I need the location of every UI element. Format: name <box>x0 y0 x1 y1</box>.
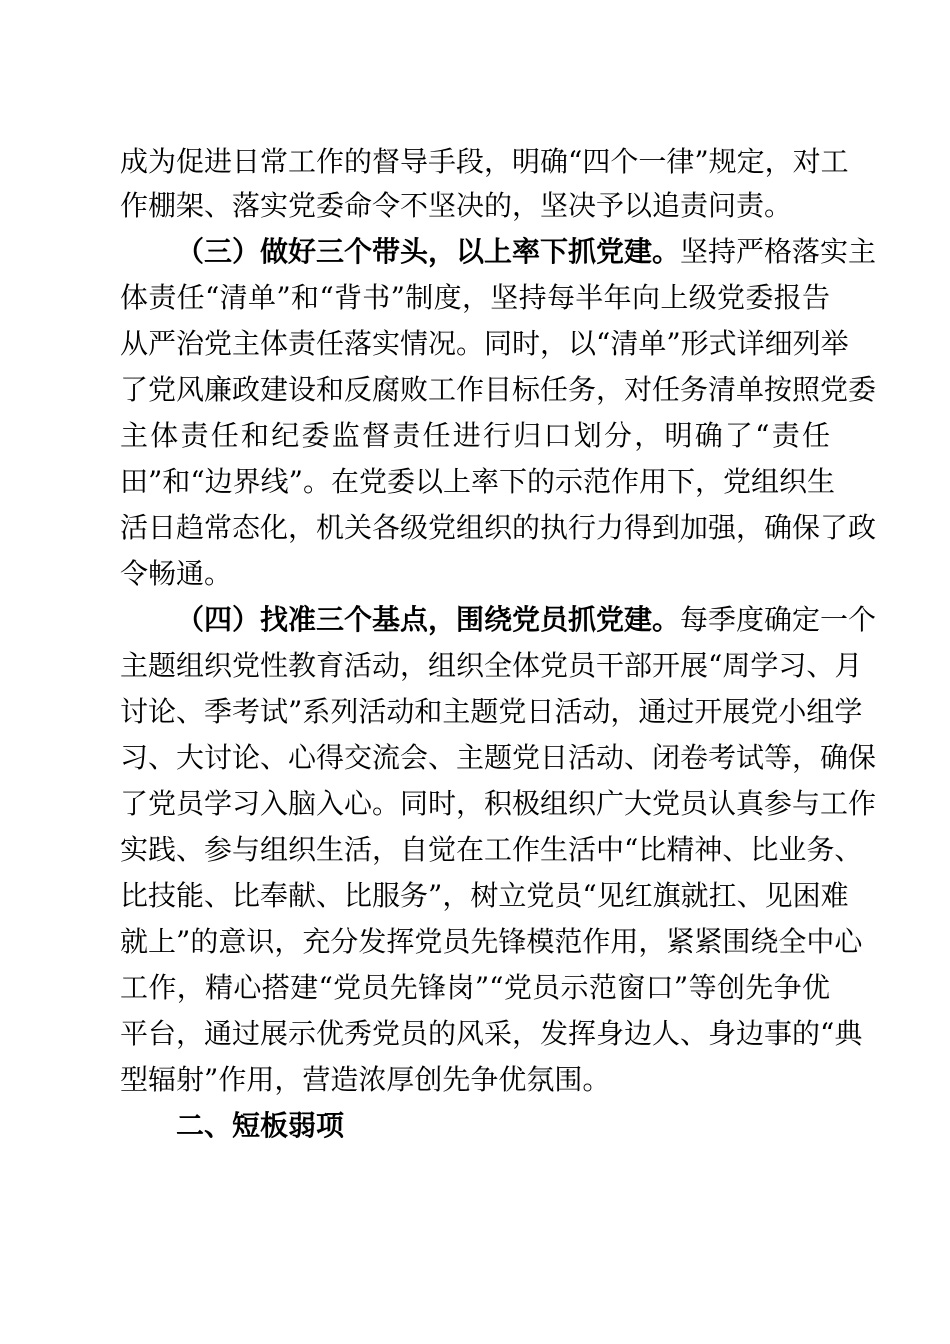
paragraph-lead-heading: （四）找准三个基点，围绕党员抓党建。 <box>176 603 681 636</box>
text-line: 作棚架、落实党委命令不坚决的，坚决予以追责问责。 <box>120 189 793 222</box>
text-line: 成为促进日常工作的督导手段，明确“四个一律”规定，对工 <box>120 145 849 178</box>
text-line: 令畅通。 <box>120 557 233 590</box>
text-run: 每季度确定一个 <box>680 603 877 636</box>
text-line: 比技能、比奉献、比服务”，树立党员“见红旗就扛、见困难 <box>120 879 849 912</box>
text-line: 主体责任和纪委监督责任进行归口划分，明确了“责任 <box>120 419 830 452</box>
text-line: 讨论、季考试”系列活动和主题党日活动，通过开展党小组学 <box>120 695 863 728</box>
text-line: 型辐射”作用，营造浓厚创先争优氛围。 <box>120 1063 611 1096</box>
text-line: 习、大讨论、心得交流会、主题党日活动、闭卷考试等，确保 <box>120 741 877 774</box>
text-line: 实践、参与组织生活，自觉在工作生活中“比精神、比业务、 <box>120 833 863 866</box>
paragraph-first-line <box>176 230 877 274</box>
text-line: 体责任“清单”和“背书”制度，坚持每半年向上级党委报告 <box>120 281 830 314</box>
paragraph-first-line <box>176 598 877 642</box>
text-line: 平台，通过展示优秀党员的风采，发挥身边人、身边事的“典 <box>120 1017 863 1050</box>
text-line: 主题组织党性教育活动，组织全体党员干部开展“周学习、月 <box>120 649 863 682</box>
text-run: 坚持严格落实主 <box>680 235 877 268</box>
paragraph-lead-heading: （三）做好三个带头，以上率下抓党建。 <box>176 235 681 268</box>
text-line: 了党风廉政建设和反腐败工作目标任务，对任务清单按照党委 <box>120 373 877 406</box>
text-line: 田”和“边界线”。在党委以上率下的示范作用下，党组织生 <box>120 465 835 498</box>
text-line: 从严治党主体责任落实情况。同时，以“清单”形式详细列举 <box>120 327 849 360</box>
text-line: 就上”的意识，充分发挥党员先锋模范作用，紧紧围绕全中心 <box>120 925 863 958</box>
section-heading: 二、短板弱项 <box>176 1109 345 1142</box>
text-line: 了党员学习入脑入心。同时，积极组织广大党员认真参与工作 <box>120 787 877 820</box>
text-line: 活日趋常态化，机关各级党组织的执行力得到加强，确保了政 <box>120 511 877 544</box>
text-line: 工作，精心搭建“党员先锋岗”“党员示范窗口”等创先争优 <box>120 971 830 1004</box>
